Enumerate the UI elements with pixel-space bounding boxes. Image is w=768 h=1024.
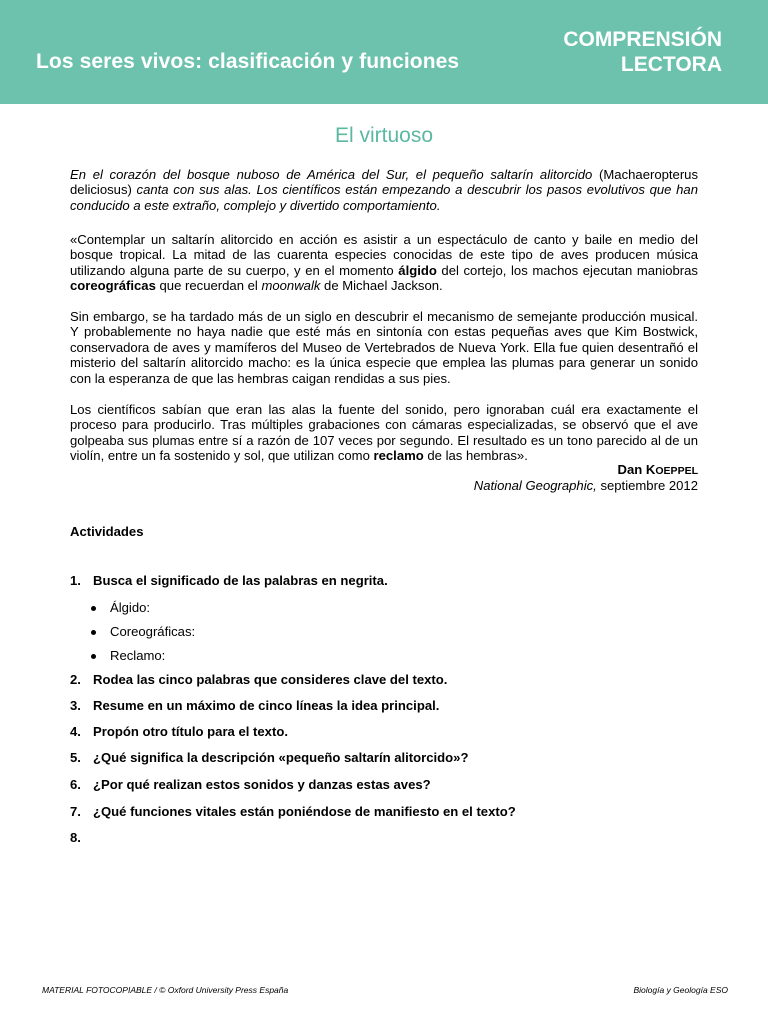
question-text: Busca el significado de las palabras en negrita. (93, 573, 388, 588)
text-run: del cortejo, los machos ejecutan maniobras (436, 262, 698, 278)
question-text: ¿Qué funciones vitales están poniéndose de manifiesto en el texto? (93, 804, 516, 819)
question-8 (70, 830, 93, 845)
section-label-line1: COMPRENSIÓN (563, 28, 722, 51)
question-1 (70, 573, 388, 588)
author (70, 462, 698, 479)
text-run: de Michael Jackson. (320, 278, 443, 294)
bullet-item (91, 648, 165, 663)
bullet-icon (91, 654, 96, 659)
bullet-text: Álgido: (110, 600, 151, 615)
question-2 (70, 672, 447, 687)
question-text: Propón otro título para el texto. (93, 724, 288, 739)
italic-word-moonwalk: moonwalk (261, 278, 321, 294)
question-text: Rodea las cinco palabras que consideres clave del texto. (93, 672, 448, 687)
intro-paragraph (70, 167, 698, 213)
bold-word-reclamo: reclamo (373, 448, 424, 464)
question-number: 2. (70, 672, 81, 687)
intro-part3: canta con sus alas. Los científicos están empezando a descubrir los pasos evolutivos que han conducido a este extraño, complejo y divertido comportamiento. (70, 182, 698, 213)
question-4 (70, 724, 288, 739)
question-number: 3. (70, 698, 81, 713)
source-date: septiembre 2012 (596, 478, 698, 493)
footer-subject: Biología y Geología ESO (633, 985, 728, 995)
text-run: de las hembras». (423, 448, 528, 464)
section-label-line2: LECTORA (620, 53, 722, 76)
text-run: Los científicos sabían que eran las alas la fuente del sonido, pero ignoraban cuál era exactamente el proceso para producirlo. Tras múltiples grabaciones con cámaras especializadas, se observó que el ave golpeaba sus plumas entre sí a razón de 107 veces por segundo. El resultado es un tono parecido al de un violín, entre un fa sostenido y sol, que utilizan como (70, 402, 698, 464)
bullet-item (91, 624, 195, 639)
question-text: ¿Por qué realizan estos sonidos y danzas estas aves? (93, 777, 431, 792)
body-paragraph-2: Sin embargo, se ha tardado más de un siglo en descubrir el mecanismo de semejante producción musical. Y probablemente no haya nadie que esté más en sintonía con estas pequeñas aves que Kim Bostwick, conservadora de aves y mamíferos del Museo de Vertebrados de Nueva York. Ella fue quien desentrañó el misterio del saltarín alitorcido macho: es la única especie que emplea las plumas para generar un sonido con la esperanza de que las hembras caigan rendidas a sus pies. (70, 309, 698, 386)
text-run: «Contemplar un saltarín alitorcido en acción es asistir a un espectáculo de canto y baile en medio del bosque tropical. La mitad de las cuarenta especies conocidas de este tipo de aves producen música utilizando alguna parte de su cuerpo, y en el momento (70, 232, 698, 278)
reading-title: El virtuoso (334, 124, 434, 147)
intro-part2: (Machaeropterus deliciosus) (70, 167, 699, 198)
question-number: 8. (70, 830, 81, 845)
unit-title: Los seres vivos: clasificación y funciones (36, 50, 460, 73)
question-7 (70, 804, 516, 819)
source (70, 478, 698, 494)
bullet-item (91, 600, 150, 615)
footer-copyright: MATERIAL FOTOCOPIABLE / © Oxford University Press España (42, 985, 289, 995)
text-run: que recuerdan el (155, 278, 262, 294)
author-first: Dan K (617, 462, 656, 477)
bullet-text: Reclamo: (110, 648, 166, 663)
question-number: 6. (70, 777, 81, 792)
question-5 (70, 750, 468, 765)
intro-part1: En el corazón del bosque nuboso de América del Sur, el pequeño saltarín alitorcido (70, 167, 593, 182)
question-number: 7. (70, 804, 81, 819)
bold-word-algido: álgido (398, 262, 437, 278)
activities-heading: Actividades (70, 524, 144, 539)
question-number: 5. (70, 750, 81, 765)
source-publication: National Geographic, (473, 478, 597, 493)
body-paragraph-3 (70, 402, 698, 464)
question-6 (70, 777, 431, 792)
question-number: 4. (70, 724, 81, 739)
bullet-icon (91, 606, 96, 611)
question-text: Resume en un máximo de cinco líneas la idea principal. (93, 698, 440, 713)
question-number: 1. (70, 573, 81, 588)
author-rest: OEPPEL (655, 465, 698, 477)
section-label (563, 27, 722, 77)
page-header (0, 0, 768, 104)
question-text: ¿Qué significa la descripción «pequeño saltarín alitorcido»? (93, 750, 469, 765)
bold-word-coreograficas: coreográficas (70, 278, 156, 294)
bullet-icon (91, 630, 96, 635)
body-paragraph-1 (70, 232, 698, 294)
bullet-text: Coreográficas: (110, 624, 196, 639)
question-3 (70, 698, 439, 713)
